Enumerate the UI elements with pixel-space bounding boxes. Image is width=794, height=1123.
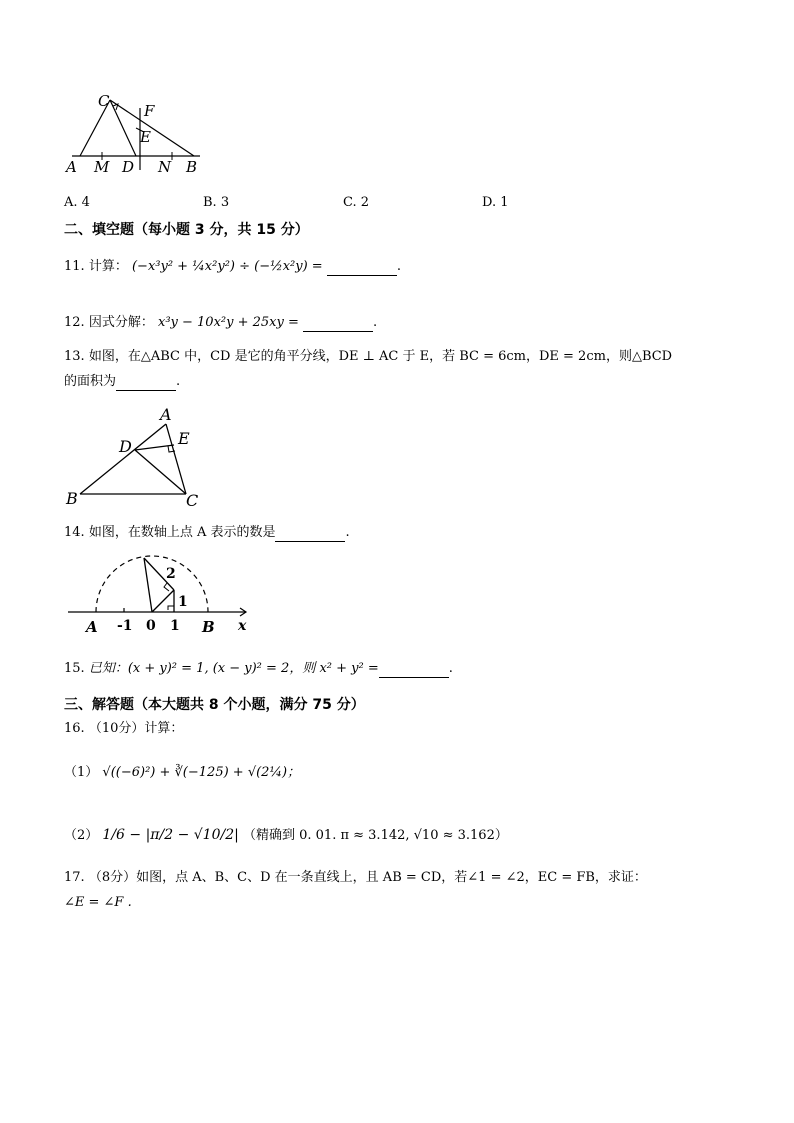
fig-label-C: C (98, 92, 110, 110)
section-title-fill-in: 二、填空题（每小题 3 分，共 15 分） (64, 222, 309, 238)
fig14-label-A: A (86, 618, 98, 636)
q12-suffix: . (373, 315, 378, 330)
q16-p2-note: （精确到 0. 01. π ≈ 3.142, √10 ≈ 3.162） (242, 828, 508, 843)
q16-p1-label: （1） (64, 765, 99, 780)
q12-number: 12. (64, 315, 85, 330)
q11-prefix: 计算： (88, 259, 128, 274)
fig-label-D: D (122, 158, 135, 176)
fig-label-E: E (140, 128, 151, 146)
q13-line1: 如图，在△ABC 中，CD 是它的角平分线，DE ⊥ AC 于 E，若 BC = 6cm，DE = 2cm，则△BCD (88, 349, 673, 364)
q17-line1: （8分）如图，点 A、B、C、D 在一条直线上，且 AB = CD，若∠1 = ∠2，EC = FB，求证： (88, 870, 647, 885)
q17-line2: ∠E = ∠F . (64, 895, 132, 910)
option-a: A. 4 (64, 195, 90, 210)
question-12 (64, 314, 377, 332)
question-17-line2 (64, 894, 132, 912)
fig14-label-x: x (238, 618, 247, 634)
question-16 (64, 720, 183, 738)
question-15 (64, 660, 453, 678)
fig-label-A: A (66, 158, 77, 176)
q11-suffix: . (396, 259, 401, 274)
q11-number: 11. (64, 259, 85, 274)
q12-expression: x³y − 10x²y + 25xy = (157, 315, 299, 330)
q16-p1-expression: √((−6)²) + ∛(−125) + √(2¼)； (102, 765, 301, 780)
option-c: C. 2 (343, 195, 370, 210)
question-13-line2 (64, 373, 180, 391)
fig14-segment-1: 1 (178, 594, 188, 610)
fig13-label-A: A (160, 405, 172, 424)
figure-q14 (64, 552, 264, 638)
q15-number: 15. (64, 661, 85, 676)
q16-p2-label: （2） (64, 828, 99, 843)
fig14-tick-minus1: -1 (117, 618, 133, 634)
q14-number: 14. (64, 525, 85, 540)
q16-part1 (64, 764, 300, 782)
q14-answer-blank[interactable] (275, 527, 345, 542)
q14-text: 如图，在数轴上点 A 表示的数是 (88, 525, 276, 540)
q17-number: 17. (64, 870, 85, 885)
fig13-label-B: B (66, 489, 78, 508)
q15-text: 已知：(x + y)² = 1, (x − y)² = 2，则 x² + y² = (88, 661, 379, 676)
fig-label-N: N (158, 158, 172, 176)
fig14-label-B: B (202, 618, 215, 636)
q11-expression: (−x³y² + ¼x²y²) ÷ (−½x²y) = (131, 259, 323, 274)
q12-answer-blank[interactable] (303, 317, 373, 332)
fig13-label-D: D (119, 437, 132, 456)
option-b: B. 3 (203, 195, 230, 210)
figure-q10 (60, 92, 220, 180)
fig14-tick-0: 0 (146, 618, 156, 634)
q12-prefix: 因式分解： (88, 315, 154, 330)
q16-head: （10分）计算： (88, 721, 184, 736)
fig13-label-E: E (178, 429, 190, 448)
fig14-tick-1: 1 (170, 618, 180, 634)
question-14 (64, 524, 350, 542)
q15-suffix: . (448, 661, 453, 676)
question-17 (64, 869, 647, 887)
q16-number: 16. (64, 721, 85, 736)
question-13 (64, 348, 672, 366)
fig-label-M: M (94, 158, 110, 176)
q13-suffix: . (176, 374, 181, 389)
q11-answer-blank[interactable] (327, 261, 397, 276)
q13-line2-text: 的面积为 (64, 374, 117, 389)
q13-answer-blank[interactable] (116, 376, 176, 391)
q14-suffix: . (345, 525, 350, 540)
q15-answer-blank[interactable] (379, 663, 449, 678)
section-title-solutions: 三、解答题（本大题共 8 个小题，满分 75 分） (64, 697, 365, 713)
q16-part2 (64, 826, 508, 845)
fig-label-F: F (144, 102, 155, 120)
question-11 (64, 258, 401, 276)
fig14-segment-2: 2 (166, 566, 176, 582)
q16-p2-expression: 1/6 − |π/2 − √10/2| (102, 827, 239, 843)
figure-q13 (60, 402, 210, 510)
fig-label-B: B (186, 158, 198, 176)
fig13-label-C: C (186, 491, 199, 510)
q13-number: 13. (64, 349, 85, 364)
option-d: D. 1 (482, 195, 509, 210)
